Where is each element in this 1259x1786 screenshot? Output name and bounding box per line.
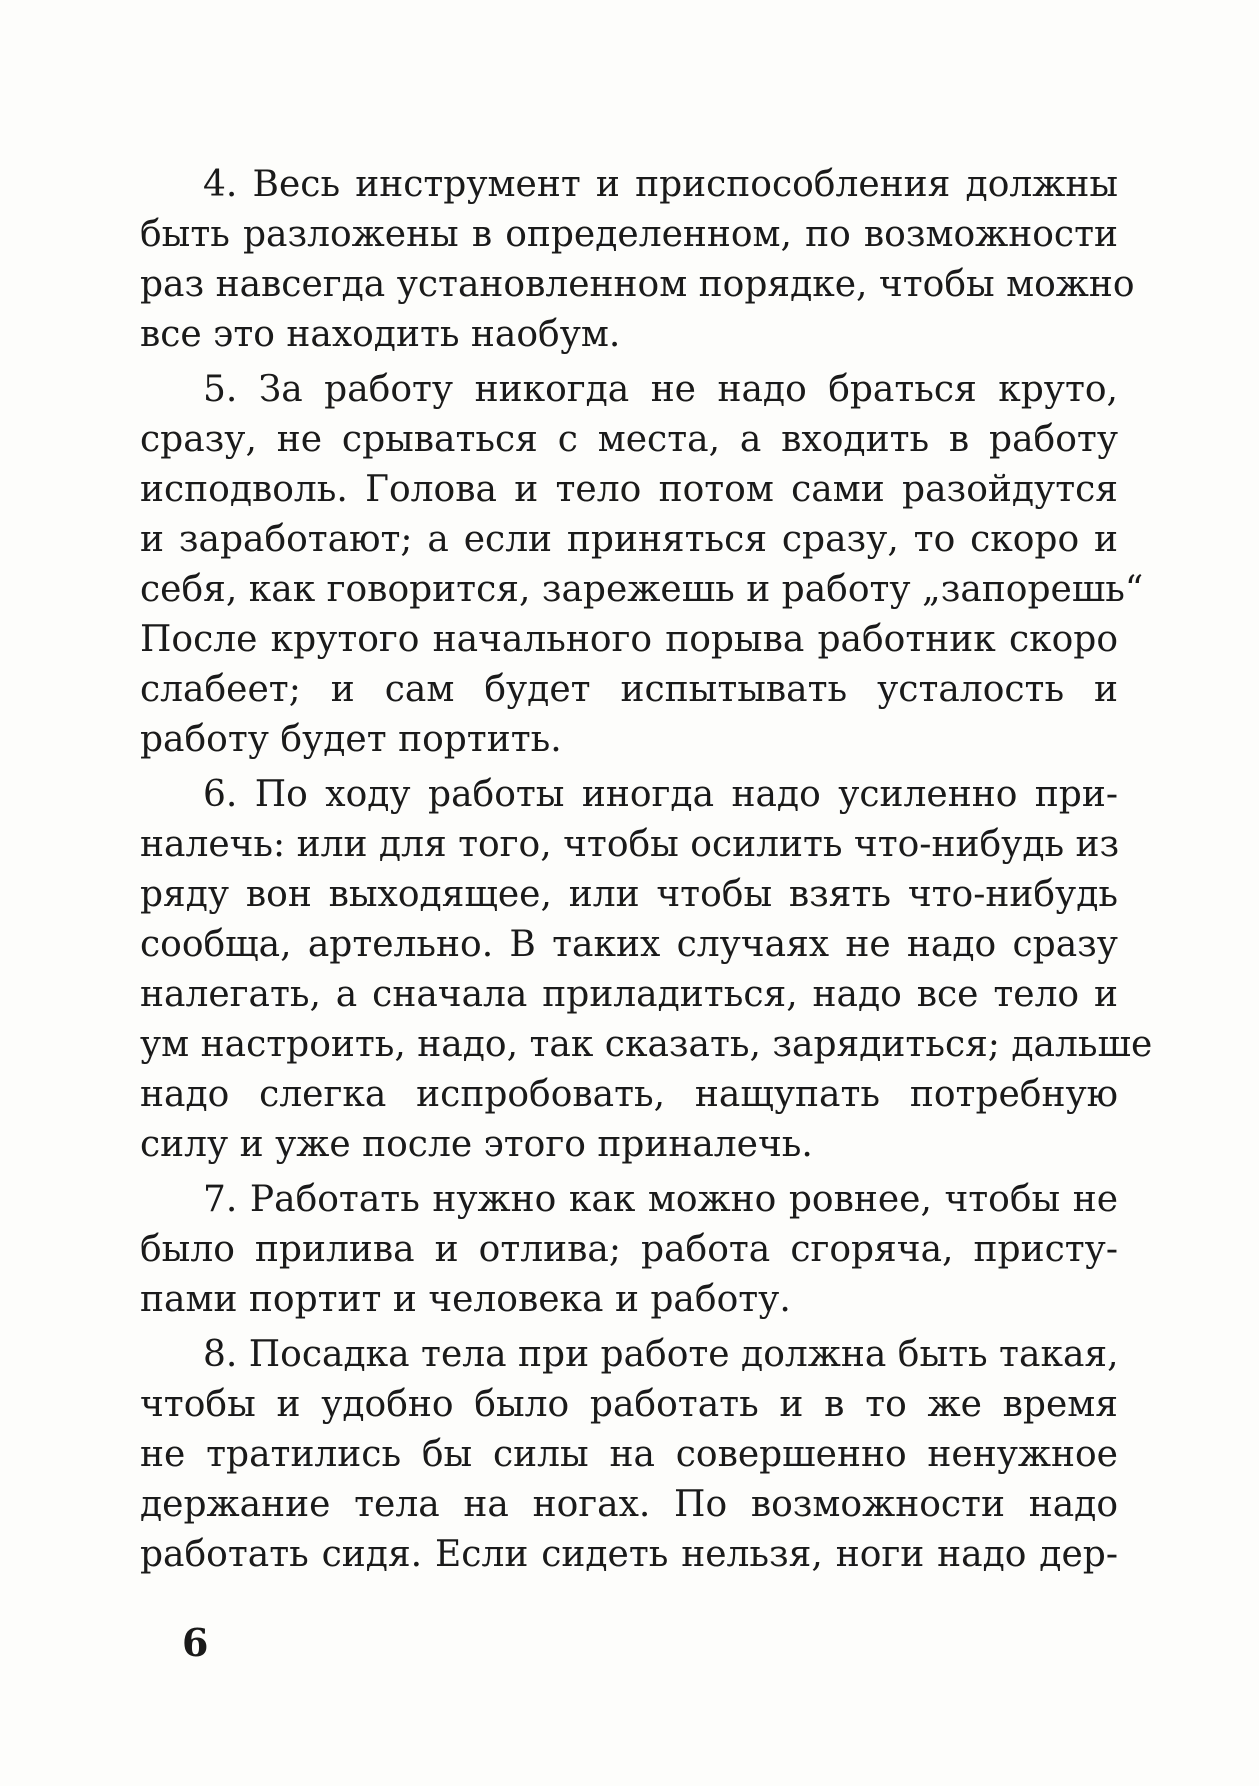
text-line: ум настроить, надо, так сказать, зарядиться; дальше — [140, 1024, 1153, 1065]
text-line: чтобы и удобно было работать и в то же время — [140, 1384, 1118, 1425]
text-line: налечь: или для того, чтобы осилить что-нибудь из — [140, 824, 1120, 865]
text-line: налегать, а сначала приладиться, надо все тело и — [140, 974, 1118, 1015]
text-line: сообща, артельно. В таких случаях не надо сразу — [140, 924, 1118, 965]
text-line: надо слегка испробовать, нащупать потребную — [140, 1074, 1118, 1115]
text-line: 8. Посадка тела при работе должна быть такая, — [203, 1334, 1119, 1375]
text-line: и заработают; а если приняться сразу, то скоро и — [140, 519, 1118, 560]
text-line: было прилива и отлива; работа сгоряча, присту- — [140, 1229, 1118, 1270]
text-line: работу будет портить. — [140, 719, 562, 760]
page-number: 6 — [182, 1620, 209, 1665]
text-line: себя, как говорится, зарежешь и работу „запорешь“ — [140, 569, 1144, 610]
paragraph-8 — [140, 1330, 1118, 1580]
text-line: работать сидя. Если сидеть нельзя, ноги надо дер- — [140, 1534, 1118, 1575]
text-line: 4. Весь инструмент и приспособления должны — [203, 164, 1118, 205]
text-line: силу и уже после этого приналечь. — [140, 1124, 813, 1165]
text-line: ряду вон выходящее, или чтобы взять что-нибудь — [140, 874, 1118, 915]
body-text — [140, 160, 1153, 1585]
text-line: 6. По ходу работы иногда надо усиленно при- — [203, 774, 1118, 815]
paragraph-5 — [140, 365, 1144, 765]
text-line: После крутого начального порыва работник скоро — [140, 619, 1118, 660]
text-line: сразу, не срываться с места, а входить в работу — [140, 419, 1118, 460]
paragraph-7 — [140, 1175, 1118, 1325]
text-line: 5. За работу никогда не надо браться круто, — [203, 369, 1118, 410]
text-line: пами портит и человека и работу. — [140, 1279, 791, 1320]
text-line: слабеет; и сам будет испытывать усталость и — [140, 669, 1118, 710]
text-line: раз навсегда установленном порядке, чтобы можно — [140, 264, 1135, 305]
paragraph-6 — [140, 770, 1153, 1170]
text-line: держание тела на ногах. По возможности надо — [140, 1484, 1118, 1525]
text-line: все это находить наобум. — [140, 314, 621, 355]
text-line: 7. Работать нужно как можно ровнее, чтобы не — [203, 1179, 1118, 1220]
text-line: исподволь. Голова и тело потом сами разойдутся — [140, 469, 1118, 510]
paragraph-4 — [140, 160, 1135, 360]
text-line: не тратились бы силы на совершенно ненужное — [140, 1434, 1118, 1475]
text-line: быть разложены в определенном, по возможности — [140, 214, 1118, 255]
